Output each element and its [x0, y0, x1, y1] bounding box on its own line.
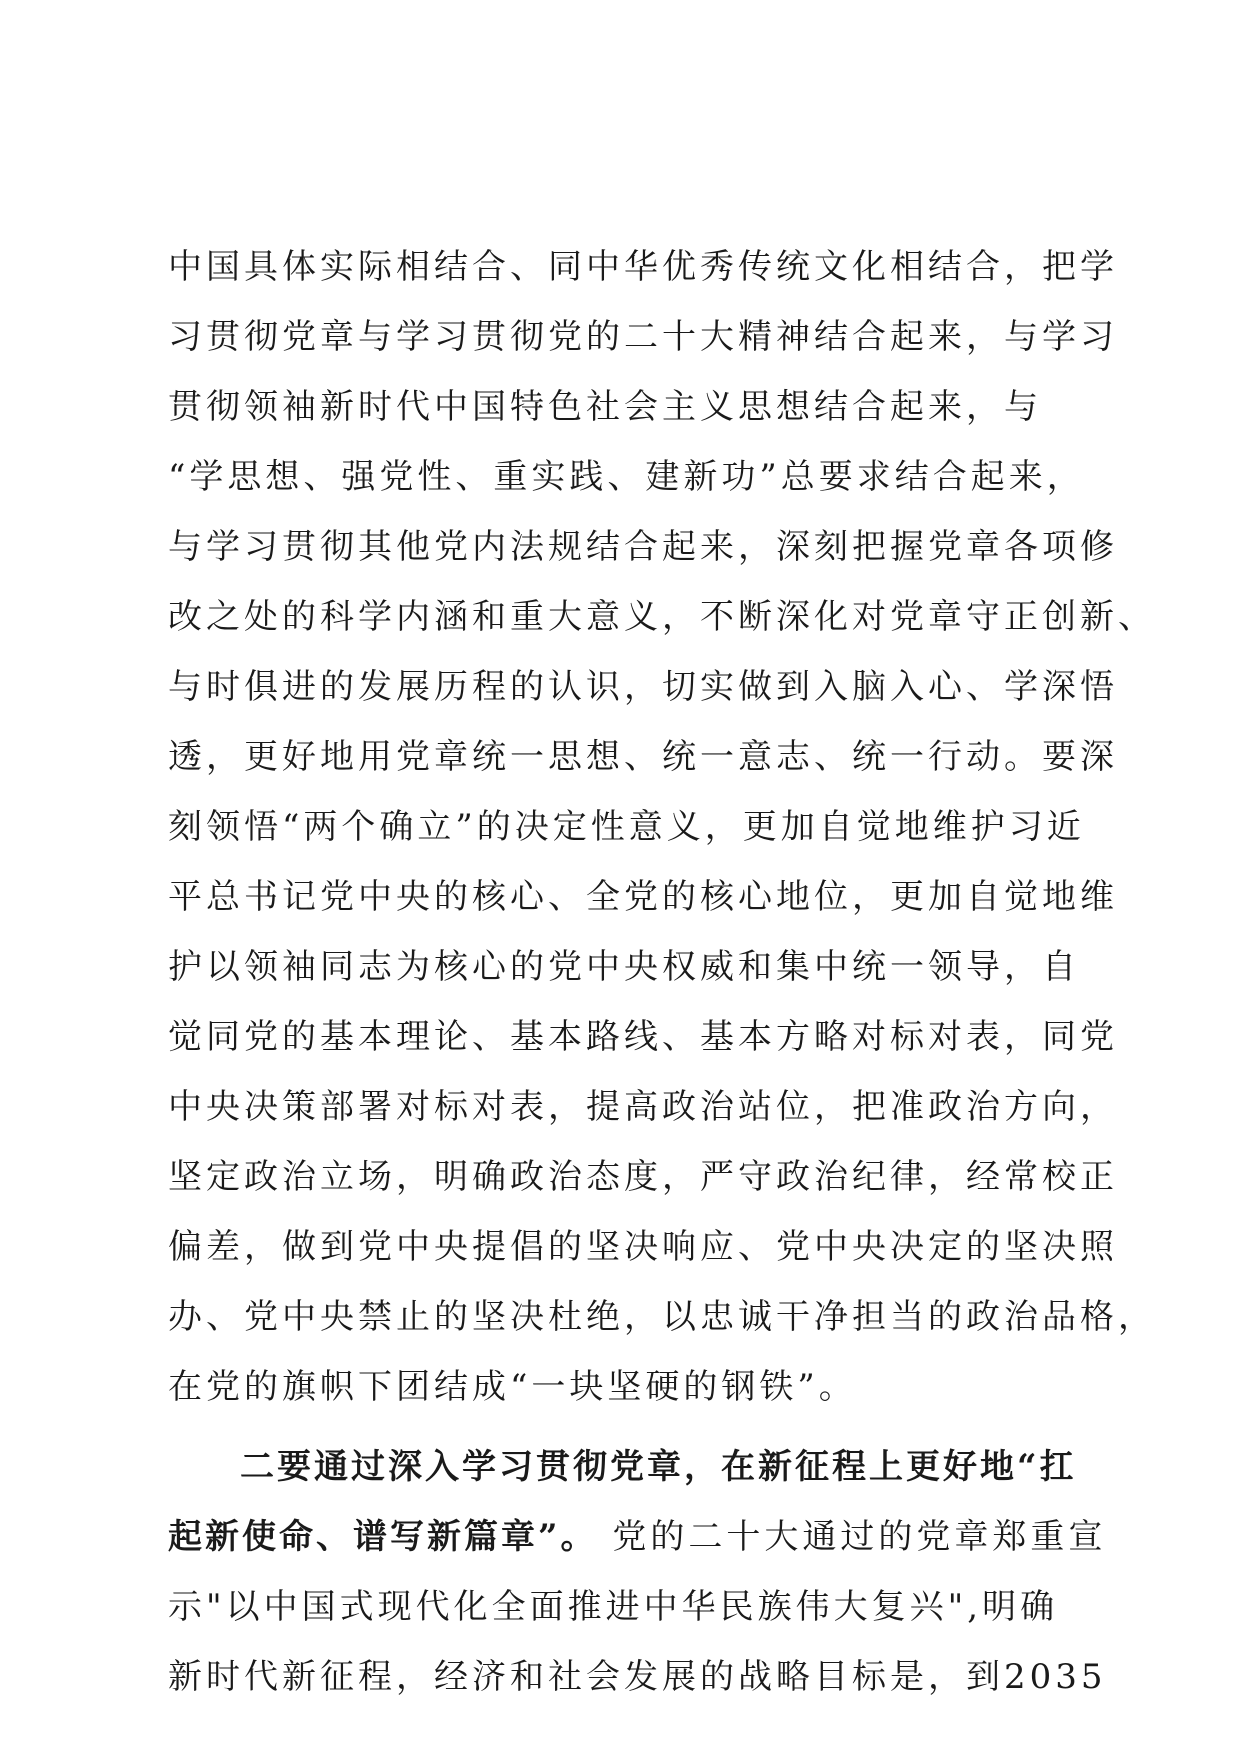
paragraph-line: 办、党中央禁止的坚决杜绝，以忠诚干净担当的政治品格， — [168, 1297, 1156, 1337]
section-heading-line: 二要通过深入学习贯彻党章，在新征程上更好地“扛 — [240, 1447, 1077, 1487]
paragraph-line: 习贯彻党章与学习贯彻党的二十大精神结合起来，与学习 — [168, 317, 1118, 357]
paragraph-line: 护以领袖同志为核心的党中央权威和集中统一领导，自 — [168, 947, 1080, 987]
paragraph-line: 平总书记党中央的核心、全党的核心地位，更加自觉地维 — [168, 877, 1118, 917]
paragraph-line: 与时俱进的发展历程的认识，切实做到入脑入心、学深悟 — [168, 667, 1118, 707]
section-heading-end: 起新使命、谱写新篇章”。 — [168, 1517, 598, 1557]
paragraph-line: 新时代新征程，经济和社会发展的战略目标是，到2035 — [168, 1657, 1107, 1697]
paragraph-line: 坚定政治立场，明确政治态度，严守政治纪律，经常校正 — [168, 1157, 1118, 1197]
paragraph-line: 觉同党的基本理论、基本路线、基本方略对标对表，同党 — [168, 1017, 1118, 1057]
paragraph-line: 中央决策部署对标对表，提高政治站位，把准政治方向， — [168, 1087, 1118, 1127]
paragraph-line: 贯彻领袖新时代中国特色社会主义思想结合起来，与 — [168, 387, 1042, 427]
paragraph-line: 透，更好地用党章统一思想、统一意志、统一行动。要深 — [168, 737, 1118, 777]
body-text — [168, 232, 1156, 1712]
paragraph-line: 刻领悟“两个确立”的决定性意义，更加自觉地维护习近 — [168, 807, 1085, 847]
paragraph-text: 党的二十大通过的党章郑重宣 — [597, 1517, 1107, 1557]
paragraph-line — [168, 1502, 1107, 1572]
paragraph-line: 在党的旗帜下团结成“一块坚硬的钢铁”。 — [168, 1367, 857, 1407]
paragraph-line: 中国具体实际相结合、同中华优秀传统文化相结合，把学 — [168, 247, 1118, 287]
paragraph-line: “学思想、强党性、重实践、建新功”总要求结合起来， — [168, 457, 1085, 497]
paragraph-line: 示"以中国式现代化全面推进中华民族伟大复兴",明确 — [168, 1587, 1059, 1627]
paragraph-line: 改之处的科学内涵和重大意义，不断深化对党章守正创新、 — [168, 597, 1156, 637]
paragraph-line: 与学习贯彻其他党内法规结合起来，深刻把握党章各项修 — [168, 527, 1118, 567]
paragraph-line: 偏差，做到党中央提倡的坚决响应、党中央决定的坚决照 — [168, 1227, 1118, 1267]
